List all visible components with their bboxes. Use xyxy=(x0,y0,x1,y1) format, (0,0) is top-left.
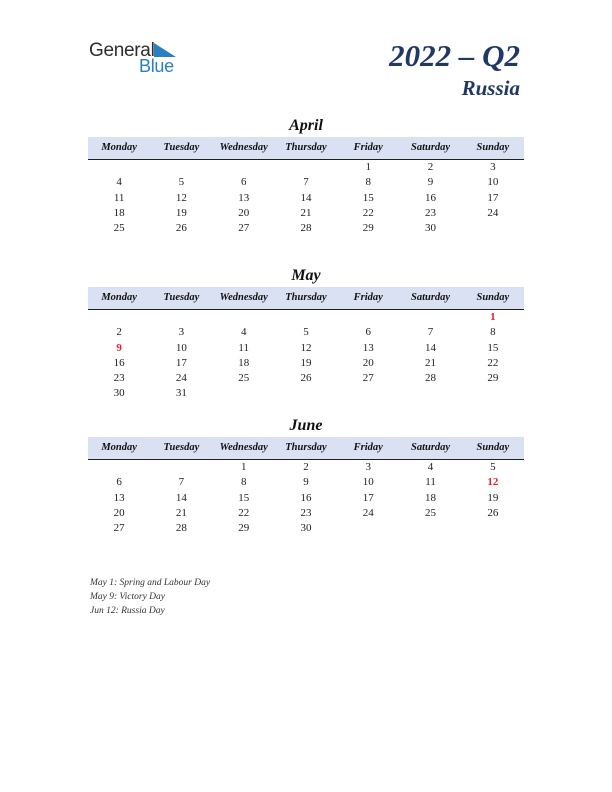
day-cell xyxy=(337,521,399,536)
day-cell: 23 xyxy=(113,372,125,385)
day-cell: 19 xyxy=(175,206,187,219)
day-cell: 24 xyxy=(487,206,499,219)
day-cell: 27 xyxy=(113,522,125,535)
day-cell xyxy=(213,160,275,175)
week-row xyxy=(88,371,524,386)
day-cell: 2 xyxy=(116,326,122,339)
day-cell xyxy=(213,386,275,401)
day-cell xyxy=(462,221,524,236)
day-cell: 5 xyxy=(490,461,496,473)
day-cell: 26 xyxy=(300,372,312,385)
holiday-note: Jun 12: Russia Day xyxy=(90,606,165,616)
weekday-header-cell: Saturday xyxy=(411,142,451,153)
day-cell: 25 xyxy=(238,372,250,385)
day-cell: 7 xyxy=(427,326,434,339)
day-cell: 1 xyxy=(365,161,372,173)
day-cell: 21 xyxy=(425,356,437,369)
weekday-header-cell: Friday xyxy=(353,292,383,303)
day-cell: 14 xyxy=(300,191,312,204)
day-cell: 17 xyxy=(362,491,374,504)
weekday-header-cell: Friday xyxy=(353,142,383,153)
day-cell: 17 xyxy=(175,356,187,369)
month-name: June xyxy=(289,417,323,434)
day-cell: 9 xyxy=(303,476,309,489)
day-cell xyxy=(150,160,212,175)
weekday-header-cell: Sunday xyxy=(476,142,510,153)
day-cell xyxy=(462,521,524,536)
day-cell: 17 xyxy=(487,191,499,204)
day-cell: 23 xyxy=(300,506,312,519)
weekday-header-cell: Wednesday xyxy=(219,292,268,303)
day-cell xyxy=(275,310,337,325)
day-cell: 2 xyxy=(427,161,434,173)
day-cell xyxy=(399,521,461,536)
country-name: Russia xyxy=(461,76,520,100)
day-cell: 23 xyxy=(425,206,437,219)
week-row xyxy=(88,521,524,536)
day-cell: 10 xyxy=(175,341,187,354)
day-cell: 28 xyxy=(425,372,437,385)
day-cell: 21 xyxy=(300,206,312,219)
day-cell: 30 xyxy=(425,222,437,235)
day-cell: 18 xyxy=(238,356,250,369)
day-cell: 11 xyxy=(425,476,436,489)
day-cell: 6 xyxy=(116,476,122,489)
day-cell: 27 xyxy=(362,372,374,385)
page-title: 2022 – Q2 xyxy=(389,38,520,73)
holiday-note: May 9: Victory Day xyxy=(90,592,166,602)
day-cell: 13 xyxy=(113,491,125,504)
week-row xyxy=(88,206,524,221)
weekday-header-cell: Friday xyxy=(353,442,383,453)
day-cell: 7 xyxy=(303,176,309,189)
day-cell xyxy=(213,310,275,325)
weekday-header-cell: Sunday xyxy=(476,442,510,453)
day-cell: 24 xyxy=(175,372,187,385)
day-cell: 2 xyxy=(303,461,309,473)
week-row xyxy=(88,325,524,340)
logo-word-general: General xyxy=(89,40,155,61)
day-cell: 9 xyxy=(427,176,434,189)
week-row xyxy=(88,475,524,490)
holiday-note: May 1: Spring and Labour Day xyxy=(90,578,211,588)
day-cell: 21 xyxy=(175,506,187,519)
month-block-june xyxy=(88,417,524,536)
weekday-header-cell: Tuesday xyxy=(163,142,200,153)
day-cell: 19 xyxy=(300,356,312,369)
day-cell xyxy=(399,310,461,325)
day-cell xyxy=(337,310,399,325)
month-block-may xyxy=(88,267,524,402)
day-cell: 12 xyxy=(487,476,499,489)
week-row xyxy=(88,310,524,325)
day-cell: 19 xyxy=(487,491,499,504)
weekday-header-row xyxy=(88,437,524,460)
day-cell: 16 xyxy=(113,356,125,369)
weekday-header-cell: Saturday xyxy=(411,442,451,453)
logo-flag-icon xyxy=(154,43,176,57)
week-row xyxy=(88,341,524,356)
day-cell: 8 xyxy=(490,326,496,339)
week-row xyxy=(88,191,524,206)
day-cell: 16 xyxy=(300,491,312,504)
day-cell: 30 xyxy=(300,522,312,535)
day-cell: 11 xyxy=(113,191,125,204)
day-cell: 14 xyxy=(425,341,437,354)
day-cell: 28 xyxy=(300,222,312,235)
day-cell xyxy=(88,310,150,325)
day-cell: 15 xyxy=(238,491,250,504)
day-cell: 8 xyxy=(240,476,247,489)
day-cell: 18 xyxy=(113,206,125,219)
day-cell: 3 xyxy=(365,461,372,473)
day-cell: 10 xyxy=(487,176,499,189)
weekday-header-cell: Monday xyxy=(101,442,137,453)
weekday-header-cell: Tuesday xyxy=(163,442,200,453)
day-cell xyxy=(337,386,399,401)
day-cell: 13 xyxy=(362,341,374,354)
day-cell: 31 xyxy=(175,387,187,400)
day-cell: 20 xyxy=(113,506,125,519)
week-row xyxy=(88,386,524,401)
day-cell: 4 xyxy=(427,461,434,473)
week-row xyxy=(88,491,524,506)
day-cell: 20 xyxy=(238,206,250,219)
day-cell: 8 xyxy=(365,176,372,189)
week-row xyxy=(88,506,524,521)
week-row xyxy=(88,460,524,475)
day-cell: 22 xyxy=(487,356,499,369)
month-name: April xyxy=(289,117,323,134)
month-block-april xyxy=(88,117,524,236)
holiday-notes xyxy=(90,576,210,618)
weekday-header-cell: Thursday xyxy=(285,292,327,303)
day-cell: 7 xyxy=(178,476,185,489)
day-cell xyxy=(88,160,150,175)
week-row xyxy=(88,160,524,175)
day-cell: 25 xyxy=(425,506,437,519)
day-cell: 9 xyxy=(116,341,122,354)
day-cell xyxy=(88,460,150,475)
weekday-header-cell: Wednesday xyxy=(219,442,268,453)
weekday-header-row xyxy=(88,137,524,160)
day-cell: 1 xyxy=(490,311,496,323)
day-cell: 20 xyxy=(362,356,374,369)
day-cell: 24 xyxy=(362,506,374,519)
day-cell: 12 xyxy=(175,191,187,204)
day-cell: 29 xyxy=(487,372,499,385)
day-cell: 3 xyxy=(490,161,496,173)
day-cell: 5 xyxy=(178,176,185,189)
week-row xyxy=(88,221,524,236)
day-cell xyxy=(399,386,461,401)
day-cell: 29 xyxy=(238,522,250,535)
day-cell: 1 xyxy=(240,461,247,473)
day-cell: 11 xyxy=(238,341,249,354)
day-cell: 5 xyxy=(303,326,309,339)
day-cell: 3 xyxy=(178,326,185,339)
weekday-header-row xyxy=(88,287,524,310)
weekday-header-cell: Saturday xyxy=(411,292,451,303)
day-cell xyxy=(150,310,212,325)
day-cell: 22 xyxy=(238,506,250,519)
day-cell: 18 xyxy=(425,491,437,504)
weekday-header-cell: Wednesday xyxy=(219,142,268,153)
day-cell: 6 xyxy=(365,326,372,339)
day-cell: 26 xyxy=(175,222,187,235)
day-cell: 15 xyxy=(362,191,374,204)
day-cell: 4 xyxy=(116,176,122,189)
day-cell xyxy=(462,386,524,401)
day-cell: 26 xyxy=(487,506,499,519)
day-cell: 30 xyxy=(113,387,125,400)
day-cell xyxy=(275,386,337,401)
week-row xyxy=(88,356,524,371)
weekday-header-cell: Monday xyxy=(101,292,137,303)
day-cell: 6 xyxy=(240,176,247,189)
day-cell: 13 xyxy=(238,191,250,204)
day-cell: 27 xyxy=(238,222,250,235)
day-cell: 29 xyxy=(362,222,374,235)
weekday-header-cell: Thursday xyxy=(285,142,327,153)
day-cell: 15 xyxy=(487,341,499,354)
logo-word-blue: Blue xyxy=(139,56,174,76)
day-cell xyxy=(150,460,212,475)
day-cell: 4 xyxy=(240,326,247,339)
weekday-header-cell: Monday xyxy=(101,142,137,153)
month-name: May xyxy=(291,267,321,284)
weekday-header-cell: Sunday xyxy=(476,292,510,303)
weekday-header-cell: Thursday xyxy=(285,442,327,453)
weekday-header-cell: Tuesday xyxy=(163,292,200,303)
general-blue-logo xyxy=(89,40,189,76)
day-cell xyxy=(275,160,337,175)
day-cell: 25 xyxy=(113,222,125,235)
week-row xyxy=(88,175,524,190)
day-cell: 28 xyxy=(175,522,187,535)
day-cell: 10 xyxy=(362,476,374,489)
day-cell: 16 xyxy=(425,191,437,204)
day-cell: 14 xyxy=(175,491,187,504)
day-cell: 12 xyxy=(300,341,312,354)
day-cell: 22 xyxy=(362,206,374,219)
